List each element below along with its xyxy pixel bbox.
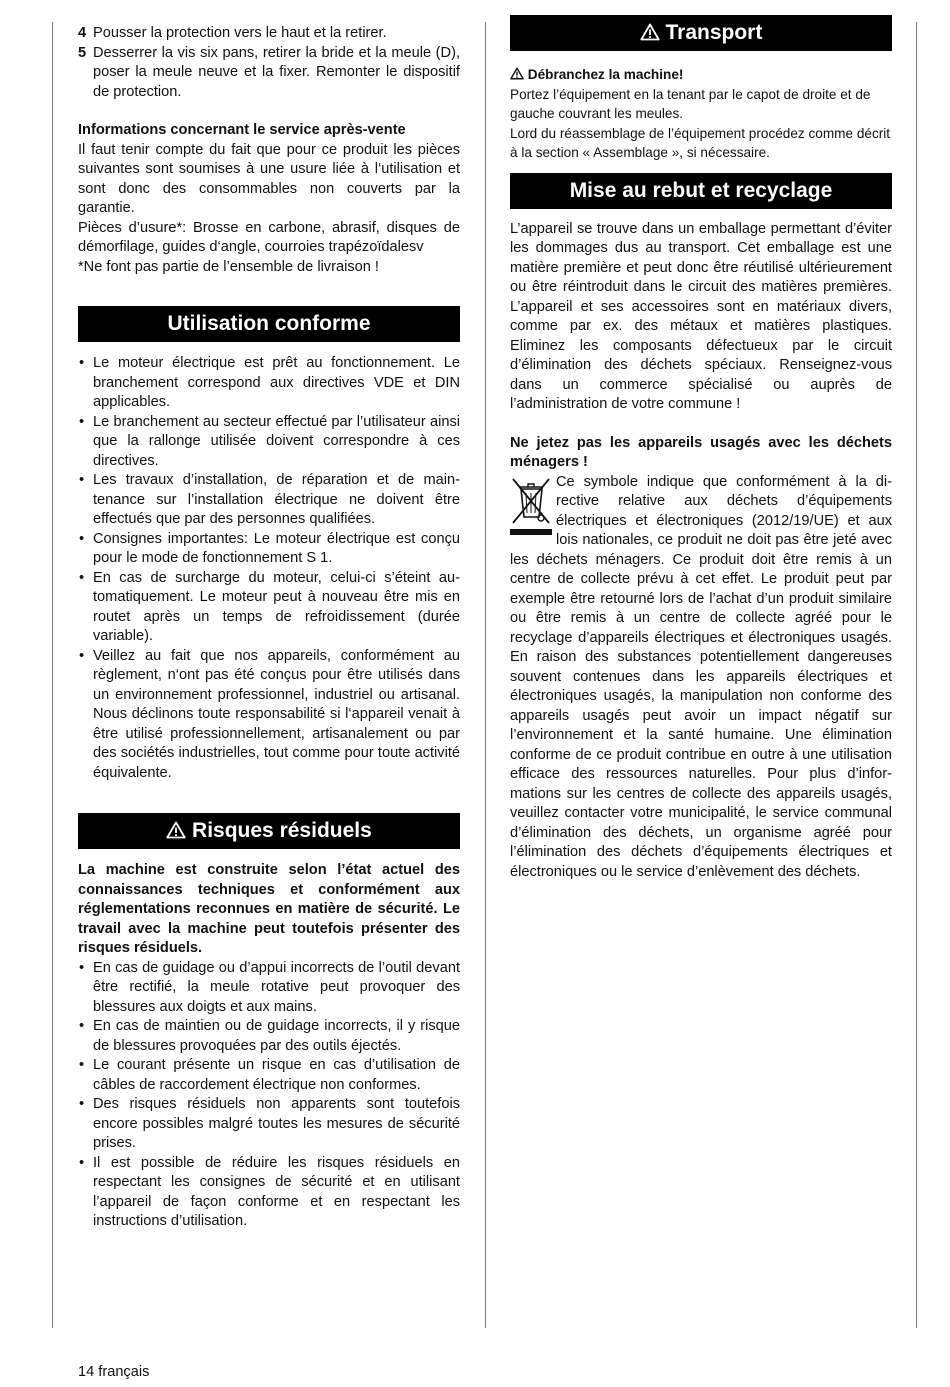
residual-risk-intro: La machine est construite selon l’état actuel des connaissances techniques et conformément aux réglementations reconnues en matière de sécurité. Le travail avec la machine peut toutefois présenter des risques résiduels. — [78, 862, 460, 956]
step-number: 4 — [78, 25, 87, 41]
reassembly-paragraph: Lord du réassemblage de l’équipement procédez comme décrit à la section « Assemblage », si nécessaire. — [510, 125, 891, 160]
wear-parts-paragraph: Pièces d’usure*: Brosse en carbone, abrasif, disques de démorfilage, guides d‘angle, courroies trapézoïdalesv — [78, 219, 460, 255]
page-footer: 14 français — [78, 1364, 150, 1380]
step-text: Pousser la protection vers le haut et la retirer. — [93, 25, 387, 41]
step-text: Desserrer la vis six pans, retirer la bride et la meule (D), poser la meule neuve et la fixer. Remonter le dispositif de protection. — [93, 44, 460, 100]
list-item: • Le branchement au secteur effectué par l’utilisateur ainsi que la rallonge utilisée doivent correspondre à ces directives. — [78, 413, 460, 472]
section-title: Risques résiduels — [192, 819, 372, 842]
crossed-out-wheelie-bin-icon — [510, 475, 552, 537]
section-title: Transport — [665, 21, 763, 44]
right-column — [510, 15, 892, 882]
column-rule-middle — [485, 22, 486, 1328]
section-title: Utilisation conforme — [167, 312, 371, 335]
footnote-paragraph: *Ne font pas partie de l’ensemble de livraison ! — [78, 258, 379, 275]
section-heading-intended-use — [78, 306, 460, 342]
transport-paragraph: Portez l’équipement en la tenant par le capot de droite et de gauche couvrant les meules. — [510, 86, 871, 121]
section-heading-residual-risks — [78, 813, 460, 849]
packaging-paragraph: L’appareil se trouve dans un emballage permettant d’éviter les dommages dus au transport. Cet emballage est une matière première et peut donc être réutilisé ultérieurement ou être réintroduit dans le circuit des matières premières. L’appareil et ses accessoires sont en matériaux divers, comme par ex. des métaux et matières plastiques. Eliminez les composants défectueux par le circuit d’élimination des déchets spéciaux. Renseignez-vous dans un commerce spécialisé ou auprès de l’administration de votre commune ! — [510, 220, 892, 412]
left-column — [78, 24, 460, 1232]
warning-triangle-icon — [640, 23, 660, 41]
section-title: Mise au rebut et recyclage — [569, 178, 833, 202]
step-number: 5 — [78, 44, 87, 61]
warning-triangle-icon — [510, 67, 524, 80]
step-5 — [78, 44, 460, 103]
list-item: • Consignes importantes: Le moteur électrique est conçu pour le mode de fonctionnement S 1. — [78, 530, 460, 569]
list-item: • En cas de maintien ou de guidage incorrects, il y risque de blessures provoquées par des outils éjectés. — [78, 1017, 460, 1056]
weee-block — [510, 473, 892, 883]
list-item: • Veillez au fait que nos appareils, conformément au règlement, n‘ont pas été conçus pour être utilisés dans un environnement professionnel, industriel ou artisanal. Nous déclinons toute responsabilité si l‘appareil venait à être utilisé professionnellement, artisanalement ou par des sociétés industrielles, tout comme pour toute activité équivalente. — [78, 647, 460, 784]
list-item: • Il est possible de réduire les risques résiduels en respectant les consignes de sécurité et en utilisant l’appareil de façon conforme et en respectant les instructions d’utilisation. — [78, 1154, 460, 1232]
weee-heading: Ne jetez pas les appareils usagés avec les déchets ménagers ! — [510, 434, 892, 470]
list-item: • Le moteur électrique est prêt au fonctionnement. Le branchement correspond aux directives VDE et DIN applicables. — [78, 354, 460, 413]
weee-paragraph: Ce symbole indique que conformément à la directive relative aux déchets d’équipements électriques et électroniques (2012/19/UE) et aux lois nationales, ce produit ne doit pas être jeté avec les déchets ménagers. Ce produit doit être remis à un centre de collecte prévu à cet effet. Le produit peut par exemple être retourné lors de l’achat d’un produit similaire ou être remis à un centre de collecte agréé pour le recyclage d’appareils électriques et électroniques usagés. En raison des substances potentiellement dangereuses souvent contenues dans les appareils électriques et électroniques usagés, la manipulation non conforme des appareils usagés peut avoir un impact négatif sur l’environnement et la santé humaine. Une élimination conforme de ce produit contribue en outre à une utilisation efficace des ressources naturelles. Pour plus d’informations sur les centres de collecte des appareils usagés, veuillez contacter votre municipalité, le service communal d’élimination des déchets, un organisme agréé pour l’élimination des déchets d’équipements électriques et électroniques ou le service d’enlèvement des déchets. — [510, 473, 892, 880]
warning-triangle-icon — [166, 821, 186, 839]
list-item: • En cas de surcharge du moteur, celui-ci s’éteint automatiquement. Le moteur peut à nouveau être mis en routet après un temps de refroidissement (durée variable). — [78, 569, 460, 647]
section-heading-transport — [510, 15, 892, 51]
residual-risk-list — [78, 959, 460, 1232]
step-4 — [78, 24, 460, 44]
intended-use-list — [78, 354, 460, 783]
list-item: • Les travaux d’installation, de réparation et de maintenance sur l’installation électrique ne doivent être effectués que par des personnes qualifiées. — [78, 471, 460, 530]
section-heading-disposal — [510, 173, 892, 209]
column-rule-right — [916, 22, 917, 1328]
service-heading: Informations concernant le service après-vente — [78, 122, 406, 138]
list-item: • Des risques résiduels non apparents sont toutefois encore possibles malgré toutes les mesures de sécurité prises. — [78, 1095, 460, 1154]
list-item: • Le courant présente un risque en cas d’utilisation de câbles de raccordement électrique non conformes. — [78, 1056, 460, 1095]
service-paragraph: Il faut tenir compte du fait que pour ce produit les pièces suivantes sont soumises à une usure liée à l‘utilisation et sont donc des consommables non couverts par la garantie. — [78, 141, 460, 216]
column-rule-left — [52, 22, 53, 1328]
unplug-warning — [510, 65, 892, 85]
unplug-text: Débranchez la machine! — [527, 67, 684, 82]
list-item: • En cas de guidage ou d’appui incorrects de l’outil devant être rectifié, la meule rotative peut provoquer des blessures aux doigts et aux mains. — [78, 959, 460, 1018]
